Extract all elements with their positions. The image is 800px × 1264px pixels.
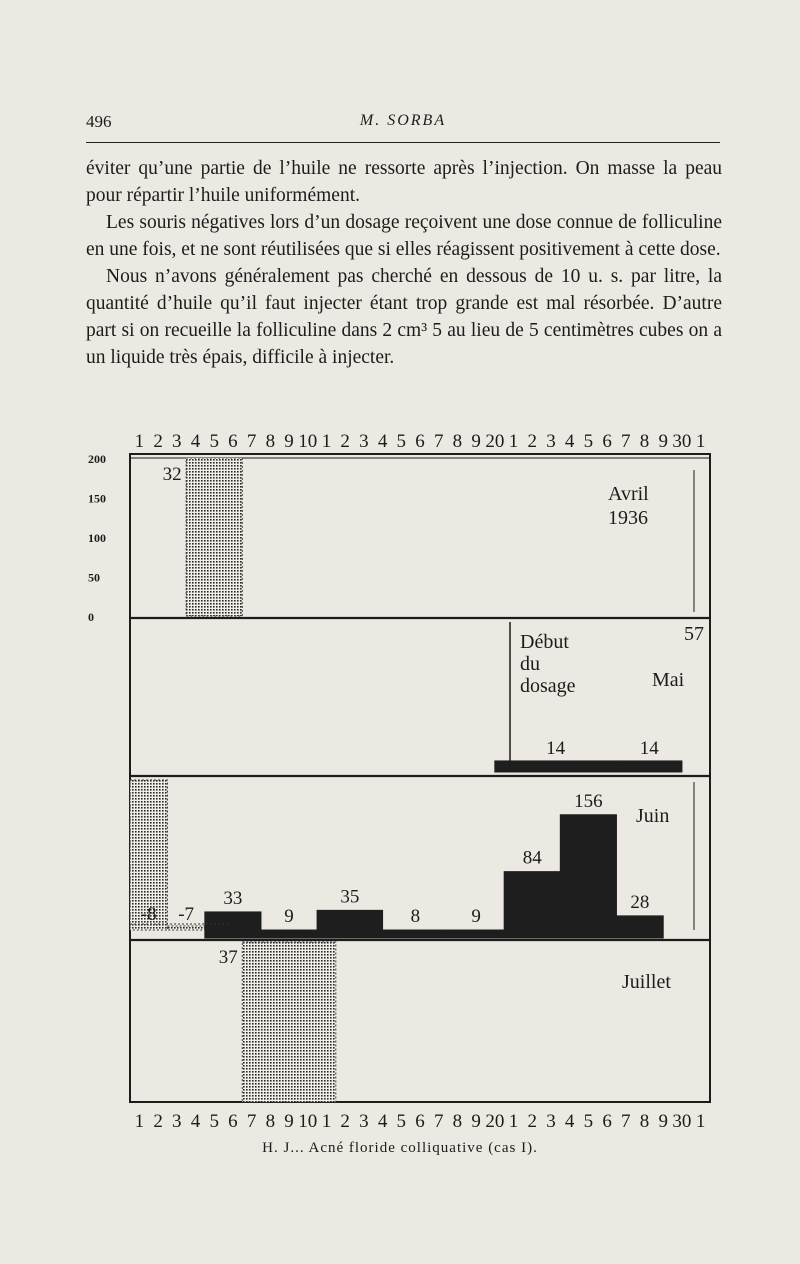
dosage-note-line-2: du xyxy=(520,653,540,675)
day-tick-label-top: 6 xyxy=(228,431,238,452)
bar xyxy=(504,872,560,938)
bar xyxy=(205,912,261,938)
y-tick-label: 200 xyxy=(88,452,106,466)
y-tick-label: 50 xyxy=(88,570,100,585)
day-tick-label-top: 30 xyxy=(672,431,692,452)
day-tick-label-top: 5 xyxy=(583,431,594,452)
bar-value-label: 33 xyxy=(223,887,243,909)
day-tick-label-bottom: 1 xyxy=(321,1111,332,1132)
day-tick-label-bottom: 9 xyxy=(284,1111,294,1132)
day-tick-label-top: 1 xyxy=(695,431,706,452)
bar xyxy=(186,458,242,616)
day-tick-label-bottom: 6 xyxy=(602,1111,612,1132)
day-tick-label-top: 9 xyxy=(471,431,481,452)
day-tick-label-bottom: 1 xyxy=(695,1111,706,1132)
day-tick-label-top: 4 xyxy=(377,431,388,452)
day-tick-label-top: 8 xyxy=(265,431,276,452)
day-tick-label-bottom: 7 xyxy=(621,1111,631,1132)
bar-value-label: 28 xyxy=(630,891,650,913)
day-tick-label-top: 7 xyxy=(433,431,444,452)
day-tick-label-bottom: 30 xyxy=(672,1111,692,1132)
day-tick-label-top: 4 xyxy=(564,431,575,452)
day-tick-label-bottom: 4 xyxy=(190,1111,201,1132)
bar-value-label: 9 xyxy=(284,906,294,927)
month-label: Juin xyxy=(636,805,670,827)
bar xyxy=(261,930,317,938)
day-tick-label-top: 2 xyxy=(340,431,350,452)
day-tick-label-top: 2 xyxy=(153,431,163,452)
page-number: 496 xyxy=(86,112,112,131)
bar-value-label: 35 xyxy=(340,886,360,908)
day-tick-label-top: 6 xyxy=(415,431,425,452)
day-tick-label-bottom: 10 xyxy=(298,1111,318,1132)
day-tick-label-bottom: 7 xyxy=(246,1111,257,1132)
day-tick-label-bottom: 2 xyxy=(527,1111,538,1132)
extra-value-label: 57 xyxy=(684,623,704,645)
day-tick-label-top: 8 xyxy=(452,431,463,452)
bar-value-label: -7 xyxy=(178,904,195,925)
paragraph: éviter qu’une partie de l’huile ne ressorte après l’injection. On masse la peau pour répartir l’huile uniformément. xyxy=(86,158,722,206)
day-tick-label-top: 5 xyxy=(209,431,219,452)
dosage-note-line-3: dosage xyxy=(520,675,576,697)
day-tick-label-bottom: 1 xyxy=(508,1111,519,1132)
bar xyxy=(317,910,382,938)
bar-value-label: 156 xyxy=(574,790,603,812)
bar-value-label: 32 xyxy=(162,464,182,485)
dosage-note-line-1: Début xyxy=(520,631,569,653)
day-tick-label-top: 1 xyxy=(508,431,519,452)
day-tick-label-bottom: 5 xyxy=(396,1111,407,1132)
paragraph: Les souris négatives lors d’un dosage reçoivent une dose connue de folliculine en une fois, et ne sont réutilisées que si elles réagissent positivement à cette dose. xyxy=(86,212,722,260)
day-tick-label-bottom: 9 xyxy=(658,1111,668,1132)
day-tick-label-bottom: 2 xyxy=(153,1111,163,1132)
day-tick-label-bottom: 8 xyxy=(452,1111,463,1132)
day-tick-label-top: 9 xyxy=(284,431,294,452)
day-tick-label-bottom: 6 xyxy=(228,1111,238,1132)
bar-value-label: 9 xyxy=(471,906,481,927)
day-tick-label-bottom: 5 xyxy=(583,1111,594,1132)
bar-value-label: 37 xyxy=(218,947,238,968)
day-tick-label-top: 1 xyxy=(321,431,332,452)
day-tick-label-bottom: 5 xyxy=(209,1111,219,1132)
day-tick-label-bottom: 20 xyxy=(485,1111,505,1132)
day-tick-label-bottom: 8 xyxy=(639,1111,650,1132)
y-tick-label: 0 xyxy=(88,610,94,624)
month-label: Avril xyxy=(608,483,649,505)
day-tick-label-top: 9 xyxy=(658,431,668,452)
bar-value-label: -8 xyxy=(140,904,157,925)
day-tick-label-bottom: 1 xyxy=(134,1111,145,1132)
day-tick-label-bottom: 6 xyxy=(415,1111,425,1132)
running-head: M. SORBA xyxy=(359,112,447,129)
y-tick-label: 150 xyxy=(88,491,106,506)
figure-caption: H. J... Acné floride colliquative (cas I). xyxy=(262,1140,538,1156)
bar xyxy=(616,761,681,772)
day-tick-label-bottom: 9 xyxy=(471,1111,481,1132)
day-tick-label-top: 8 xyxy=(639,431,650,452)
day-tick-label-bottom: 3 xyxy=(172,1111,182,1132)
day-tick-label-bottom: 2 xyxy=(340,1111,350,1132)
day-tick-label-top: 10 xyxy=(298,431,318,452)
bar xyxy=(242,942,336,1102)
bar xyxy=(560,815,616,938)
day-tick-label-top: 3 xyxy=(546,431,556,452)
day-tick-label-top: 7 xyxy=(621,431,631,452)
paragraph: Nous n’avons généralement pas cherché en dessous de 10 u. s. par litre, la quantité d’huile qu’il faut injecter étant trop grande est mal résorbée. D’autre part si on recueille la folliculine dans 2 cm³ 5 au lieu de 5 centimètres cubes on a un liquide très épais, difficile à injecter. xyxy=(86,266,722,368)
month-label: Juillet xyxy=(622,971,671,993)
day-tick-label-bottom: 7 xyxy=(433,1111,444,1132)
day-tick-label-bottom: 4 xyxy=(564,1111,575,1132)
day-tick-label-top: 3 xyxy=(172,431,182,452)
day-tick-label-top: 3 xyxy=(359,431,369,452)
day-tick-label-top: 2 xyxy=(527,431,538,452)
bar xyxy=(495,761,617,772)
bar xyxy=(616,916,663,938)
day-tick-label-bottom: 3 xyxy=(359,1111,369,1132)
bar-value-label: 14 xyxy=(546,738,566,759)
day-tick-label-top: 20 xyxy=(485,431,505,452)
bar-value-label: 84 xyxy=(522,847,542,869)
month-label: Mai xyxy=(652,669,685,691)
day-tick-label-top: 1 xyxy=(134,431,145,452)
day-tick-label-top: 6 xyxy=(602,431,612,452)
bar xyxy=(448,930,504,938)
day-tick-label-bottom: 4 xyxy=(377,1111,388,1132)
day-tick-label-bottom: 3 xyxy=(546,1111,556,1132)
bar xyxy=(383,930,448,938)
bar-value-label: 8 xyxy=(410,906,421,927)
year-label: 1936 xyxy=(608,507,648,529)
day-tick-label-bottom: 8 xyxy=(265,1111,276,1132)
y-tick-label: 100 xyxy=(88,531,106,545)
bar-value-label: 14 xyxy=(639,738,659,759)
day-tick-label-top: 7 xyxy=(246,431,257,452)
bar xyxy=(167,926,204,930)
day-tick-label-top: 4 xyxy=(190,431,201,452)
day-tick-label-top: 5 xyxy=(396,431,407,452)
